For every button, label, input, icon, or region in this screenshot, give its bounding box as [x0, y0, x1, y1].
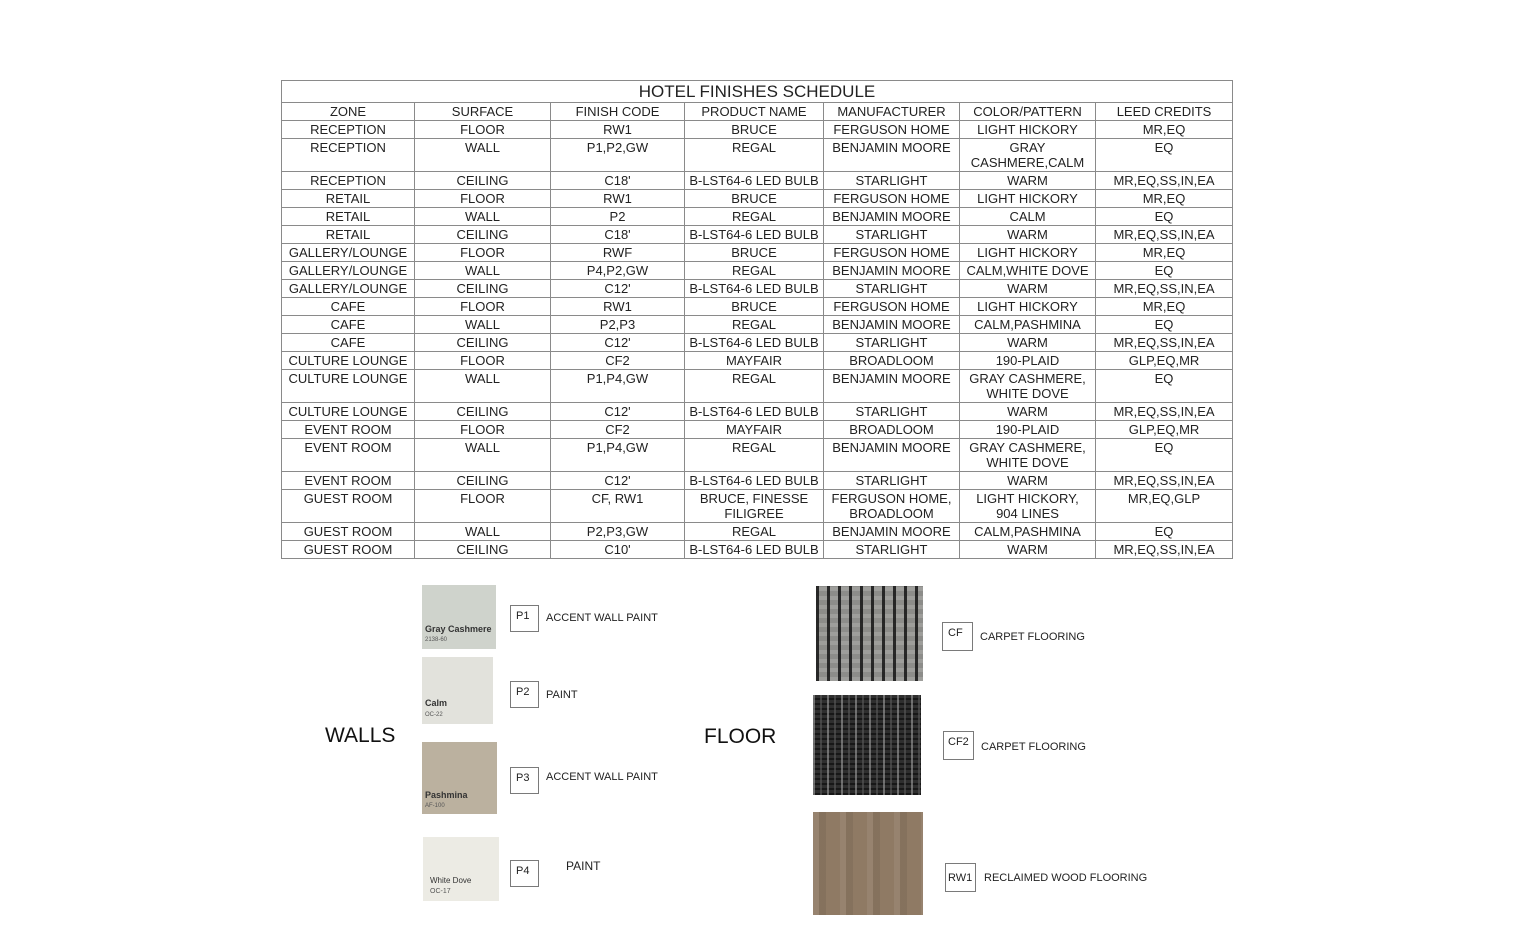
finish-code-box: P2	[510, 681, 539, 708]
finish-description: ACCENT WALL PAINT	[546, 612, 658, 624]
color-pattern-cell: LIGHT HICKORY	[960, 189, 1096, 207]
finish-code-box: RW1	[945, 863, 976, 892]
column-header: FINISH CODE	[551, 103, 685, 121]
zone-cell: RECEPTION	[282, 120, 415, 138]
table-row	[282, 471, 1233, 489]
finish-code-box: CF2	[943, 731, 974, 760]
leed-credits-cell: EQ	[1096, 138, 1233, 171]
product-name-cell: BRUCE	[685, 120, 824, 138]
product-name-cell: B-LST64-6 LED BULB	[685, 171, 824, 189]
surface-cell: WALL	[415, 207, 551, 225]
manufacturer-cell: BENJAMIN MOORE	[824, 138, 960, 171]
surface-cell: FLOOR	[415, 297, 551, 315]
color-pattern-cell: LIGHT HICKORY	[960, 120, 1096, 138]
paint-swatch-pashmina	[422, 742, 497, 814]
table-row	[282, 171, 1233, 189]
leed-credits-cell: MR,EQ	[1096, 297, 1233, 315]
finish-code-cell: RW1	[551, 189, 685, 207]
manufacturer-cell: BENJAMIN MOORE	[824, 369, 960, 402]
manufacturer-cell: FERGUSON HOME	[824, 297, 960, 315]
surface-cell: WALL	[415, 261, 551, 279]
finish-description: ACCENT WALL PAINT	[546, 771, 658, 783]
swatch-code: AF-100	[425, 803, 445, 809]
leed-credits-cell: EQ	[1096, 261, 1233, 279]
swatch-code: 2138-60	[425, 637, 448, 643]
manufacturer-cell: STARLIGHT	[824, 279, 960, 297]
finish-description: CARPET FLOORING	[981, 741, 1086, 753]
table-row	[282, 351, 1233, 369]
zone-cell: EVENT ROOM	[282, 420, 415, 438]
product-name-cell: REGAL	[685, 207, 824, 225]
leed-credits-cell: EQ	[1096, 438, 1233, 471]
leed-credits-cell: EQ	[1096, 315, 1233, 333]
table-row	[282, 369, 1233, 402]
leed-credits-cell: MR,EQ	[1096, 189, 1233, 207]
finish-code-cell: P4,P2,GW	[551, 261, 685, 279]
finish-code-cell: P2	[551, 207, 685, 225]
finish-code-cell: P1,P4,GW	[551, 369, 685, 402]
column-header: MANUFACTURER	[824, 103, 960, 121]
finish-description: PAINT	[546, 689, 578, 701]
zone-cell: CAFE	[282, 297, 415, 315]
color-pattern-cell: CALM,WHITE DOVE	[960, 261, 1096, 279]
color-pattern-cell: GRAY CASHMERE, WHITE DOVE	[960, 438, 1096, 471]
surface-cell: WALL	[415, 522, 551, 540]
product-name-cell: REGAL	[685, 369, 824, 402]
zone-cell: RETAIL	[282, 225, 415, 243]
manufacturer-cell: STARLIGHT	[824, 540, 960, 558]
product-name-cell: B-LST64-6 LED BULB	[685, 540, 824, 558]
swatch-name: Gray Cashmere	[425, 624, 492, 634]
table-row	[282, 540, 1233, 558]
table-row	[282, 489, 1233, 522]
swatch-name: Calm	[425, 698, 448, 708]
leed-credits-cell: MR,EQ,SS,IN,EA	[1096, 225, 1233, 243]
color-pattern-cell: LIGHT HICKORY	[960, 243, 1096, 261]
surface-cell: CEILING	[415, 540, 551, 558]
zone-cell: GALLERY/LOUNGE	[282, 279, 415, 297]
manufacturer-cell: FERGUSON HOME	[824, 189, 960, 207]
manufacturer-cell: FERGUSON HOME, BROADLOOM	[824, 489, 960, 522]
zone-cell: RETAIL	[282, 189, 415, 207]
surface-cell: FLOOR	[415, 243, 551, 261]
zone-cell: EVENT ROOM	[282, 438, 415, 471]
zone-cell: CAFE	[282, 333, 415, 351]
manufacturer-cell: FERGUSON HOME	[824, 120, 960, 138]
zone-cell: GUEST ROOM	[282, 489, 415, 522]
surface-cell: WALL	[415, 138, 551, 171]
zone-cell: GALLERY/LOUNGE	[282, 261, 415, 279]
zone-cell: CAFE	[282, 315, 415, 333]
surface-cell: FLOOR	[415, 420, 551, 438]
leed-credits-cell: MR,EQ,SS,IN,EA	[1096, 279, 1233, 297]
color-pattern-cell: GRAY CASHMERE, WHITE DOVE	[960, 369, 1096, 402]
leed-credits-cell: MR,EQ,SS,IN,EA	[1096, 171, 1233, 189]
color-pattern-cell: WARM	[960, 471, 1096, 489]
surface-cell: WALL	[415, 369, 551, 402]
table-row	[282, 225, 1233, 243]
leed-credits-cell: EQ	[1096, 207, 1233, 225]
color-pattern-cell: CALM,PASHMINA	[960, 522, 1096, 540]
manufacturer-cell: BENJAMIN MOORE	[824, 261, 960, 279]
swatch-name: White Dove	[430, 876, 472, 885]
color-pattern-cell: WARM	[960, 225, 1096, 243]
table-row	[282, 297, 1233, 315]
table-row	[282, 315, 1233, 333]
finishes-schedule-table	[281, 80, 1233, 559]
product-name-cell: BRUCE	[685, 189, 824, 207]
floor-section-label: FLOOR	[704, 725, 777, 748]
product-name-cell: B-LST64-6 LED BULB	[685, 471, 824, 489]
surface-cell: FLOOR	[415, 351, 551, 369]
manufacturer-cell: BENJAMIN MOORE	[824, 522, 960, 540]
leed-credits-cell: MR,EQ,SS,IN,EA	[1096, 402, 1233, 420]
finish-code-cell: C12'	[551, 402, 685, 420]
leed-credits-cell: EQ	[1096, 369, 1233, 402]
header-row	[282, 103, 1233, 121]
leed-credits-cell: MR,EQ,SS,IN,EA	[1096, 333, 1233, 351]
finish-code-cell: C12'	[551, 333, 685, 351]
surface-cell: FLOOR	[415, 189, 551, 207]
product-name-cell: B-LST64-6 LED BULB	[685, 225, 824, 243]
manufacturer-cell: FERGUSON HOME	[824, 243, 960, 261]
manufacturer-cell: BROADLOOM	[824, 420, 960, 438]
surface-cell: CEILING	[415, 225, 551, 243]
finish-code-cell: RW1	[551, 297, 685, 315]
zone-cell: CULTURE LOUNGE	[282, 402, 415, 420]
zone-cell: RETAIL	[282, 207, 415, 225]
zone-cell: GUEST ROOM	[282, 522, 415, 540]
paint-swatch-white-dove	[423, 837, 499, 901]
zone-cell: CULTURE LOUNGE	[282, 369, 415, 402]
color-pattern-cell: WARM	[960, 279, 1096, 297]
leed-credits-cell: MR,EQ,SS,IN,EA	[1096, 471, 1233, 489]
leed-credits-cell: MR,EQ	[1096, 243, 1233, 261]
manufacturer-cell: BROADLOOM	[824, 351, 960, 369]
product-name-cell: B-LST64-6 LED BULB	[685, 279, 824, 297]
product-name-cell: MAYFAIR	[685, 420, 824, 438]
zone-cell: EVENT ROOM	[282, 471, 415, 489]
product-name-cell: REGAL	[685, 138, 824, 171]
column-header: ZONE	[282, 103, 415, 121]
zone-cell: RECEPTION	[282, 171, 415, 189]
table-row	[282, 402, 1233, 420]
table-row	[282, 243, 1233, 261]
manufacturer-cell: STARLIGHT	[824, 471, 960, 489]
column-header: LEED CREDITS	[1096, 103, 1233, 121]
finish-description: CARPET FLOORING	[980, 631, 1085, 643]
color-pattern-cell: WARM	[960, 540, 1096, 558]
product-name-cell: REGAL	[685, 261, 824, 279]
product-name-cell: BRUCE	[685, 297, 824, 315]
color-pattern-cell: WARM	[960, 333, 1096, 351]
zone-cell: RECEPTION	[282, 138, 415, 171]
zone-cell: GALLERY/LOUNGE	[282, 243, 415, 261]
table-row	[282, 438, 1233, 471]
zone-cell: GUEST ROOM	[282, 540, 415, 558]
table-row	[282, 279, 1233, 297]
manufacturer-cell: STARLIGHT	[824, 402, 960, 420]
leed-credits-cell: GLP,EQ,MR	[1096, 420, 1233, 438]
column-header: PRODUCT NAME	[685, 103, 824, 121]
product-name-cell: B-LST64-6 LED BULB	[685, 333, 824, 351]
table-row	[282, 207, 1233, 225]
finish-code-cell: RWF	[551, 243, 685, 261]
color-pattern-cell: LIGHT HICKORY, 904 LINES	[960, 489, 1096, 522]
product-name-cell: REGAL	[685, 522, 824, 540]
finish-description: PAINT	[566, 859, 601, 873]
finish-code-cell: C12'	[551, 471, 685, 489]
manufacturer-cell: STARLIGHT	[824, 225, 960, 243]
finish-code-box: P4	[510, 860, 539, 887]
carpet-swatch-cf2	[813, 695, 921, 795]
finish-code-cell: CF2	[551, 420, 685, 438]
color-pattern-cell: CALM	[960, 207, 1096, 225]
product-name-cell: BRUCE, FINESSE FILIGREE	[685, 489, 824, 522]
color-pattern-cell: 190-PLAID	[960, 351, 1096, 369]
product-name-cell: REGAL	[685, 438, 824, 471]
manufacturer-cell: BENJAMIN MOORE	[824, 207, 960, 225]
table-row	[282, 522, 1233, 540]
leed-credits-cell: MR,EQ	[1096, 120, 1233, 138]
finish-code-cell: CF2	[551, 351, 685, 369]
color-pattern-cell: WARM	[960, 402, 1096, 420]
product-name-cell: BRUCE	[685, 243, 824, 261]
leed-credits-cell: EQ	[1096, 522, 1233, 540]
color-pattern-cell: 190-PLAID	[960, 420, 1096, 438]
finish-code-box: P1	[510, 605, 539, 632]
leed-credits-cell: MR,EQ,GLP	[1096, 489, 1233, 522]
color-pattern-cell: LIGHT HICKORY	[960, 297, 1096, 315]
walls-section-label: WALLS	[325, 724, 396, 747]
surface-cell: FLOOR	[415, 489, 551, 522]
leed-credits-cell: GLP,EQ,MR	[1096, 351, 1233, 369]
finish-code-box: P3	[510, 767, 539, 794]
table-row	[282, 189, 1233, 207]
table-row	[282, 120, 1233, 138]
finish-code-cell: C18'	[551, 171, 685, 189]
finish-code-cell: RW1	[551, 120, 685, 138]
column-header: SURFACE	[415, 103, 551, 121]
table-row	[282, 420, 1233, 438]
color-pattern-cell: CALM,PASHMINA	[960, 315, 1096, 333]
column-header: COLOR/PATTERN	[960, 103, 1096, 121]
finish-code-cell: C12'	[551, 279, 685, 297]
finish-code-cell: P2,P3,GW	[551, 522, 685, 540]
manufacturer-cell: BENJAMIN MOORE	[824, 315, 960, 333]
swatch-code: OC-22	[425, 712, 443, 718]
swatch-code: OC-17	[430, 888, 451, 895]
finish-code-cell: C18'	[551, 225, 685, 243]
finish-code-box: CF	[942, 622, 973, 651]
color-pattern-cell: GRAY CASHMERE,CALM	[960, 138, 1096, 171]
surface-cell: WALL	[415, 438, 551, 471]
finish-code-cell: CF, RW1	[551, 489, 685, 522]
color-pattern-cell: WARM	[960, 171, 1096, 189]
finish-description: RECLAIMED WOOD FLOORING	[984, 872, 1148, 884]
wood-swatch-rw1	[813, 812, 923, 915]
surface-cell: CEILING	[415, 402, 551, 420]
schedule-title: HOTEL FINISHES SCHEDULE	[282, 81, 1233, 103]
leed-credits-cell: MR,EQ,SS,IN,EA	[1096, 540, 1233, 558]
surface-cell: CEILING	[415, 471, 551, 489]
surface-cell: WALL	[415, 315, 551, 333]
table-row	[282, 333, 1233, 351]
carpet-swatch-cf	[816, 586, 923, 681]
table-row	[282, 261, 1233, 279]
finish-code-cell: C10'	[551, 540, 685, 558]
manufacturer-cell: STARLIGHT	[824, 333, 960, 351]
product-name-cell: REGAL	[685, 315, 824, 333]
paint-swatch-calm	[422, 657, 493, 724]
finish-code-cell: P1,P4,GW	[551, 438, 685, 471]
surface-cell: CEILING	[415, 171, 551, 189]
table-row	[282, 138, 1233, 171]
manufacturer-cell: STARLIGHT	[824, 171, 960, 189]
finish-code-cell: P2,P3	[551, 315, 685, 333]
surface-cell: CEILING	[415, 333, 551, 351]
surface-cell: CEILING	[415, 279, 551, 297]
zone-cell: CULTURE LOUNGE	[282, 351, 415, 369]
manufacturer-cell: BENJAMIN MOORE	[824, 438, 960, 471]
product-name-cell: B-LST64-6 LED BULB	[685, 402, 824, 420]
finish-code-cell: P1,P2,GW	[551, 138, 685, 171]
product-name-cell: MAYFAIR	[685, 351, 824, 369]
paint-swatch-gray-cashmere	[422, 585, 496, 649]
swatch-name: Pashmina	[425, 790, 468, 800]
surface-cell: FLOOR	[415, 120, 551, 138]
